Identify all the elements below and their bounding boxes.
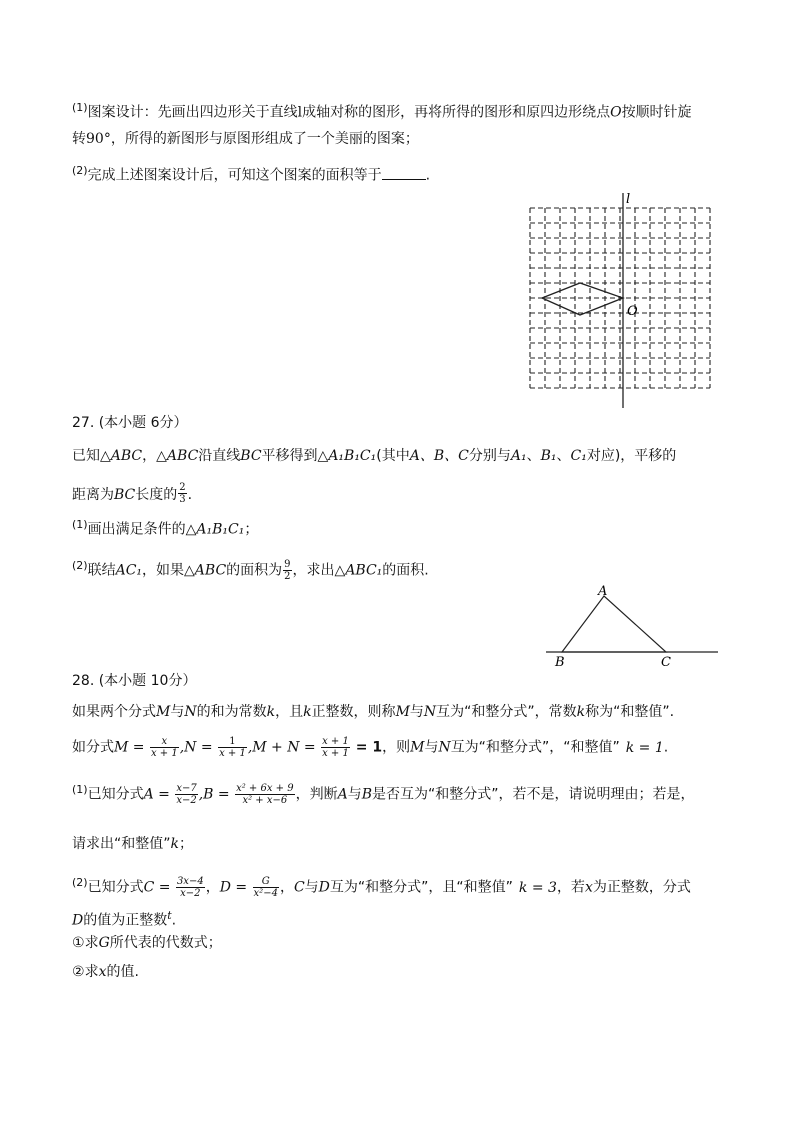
q27-statement-line1: 已知△ABC，△ABC沿直线BC平移得到△A₁B₁C₁(其中A、B、C分别与A₁、B₁、C₁对应)，平移的 <box>72 448 677 464</box>
label-A: A <box>598 584 608 599</box>
q28-part1-line2: 请求出“和整值”k； <box>72 836 193 852</box>
q28-part2-line1: $^{(2)}$已知分式C = $\frac{3x-4}{x-2}$ ，D = $\frac{G}{\text{x²−4}}$ ，C与D互为“和整分式”，且“和整值” k = 3，若x为正整数，分式 <box>72 876 691 900</box>
q27-header: 27. (本小题 6分） <box>72 415 188 431</box>
answer-blank <box>382 167 426 180</box>
label-C: C <box>661 655 671 670</box>
part-number: (1) <box>72 101 88 114</box>
fraction-nine-halves: $\frac{9}{2}$ <box>284 559 291 583</box>
q28-subquestion-2: ②求x的值. <box>72 964 139 980</box>
q27-part2: $^{(2)}$联结AC₁，如果△ABC的面积为 $\frac{9}{2}$ ，求出△ABC₁的面积. <box>72 559 429 583</box>
q28-example: 如分式M = $\frac{x}{x + 1}$ ,N = $\frac{1}{x + 1}$ ,M + N = $\frac{x + 1}{x + 1}$ = 1，则M与N互为“和整分式”，“和整值” k = 1. <box>72 736 669 759</box>
label-O: O <box>627 304 638 319</box>
q28-part2-line2: D的值为正整数$^t$. <box>72 909 177 929</box>
grid-figure <box>520 188 730 410</box>
label-B: B <box>555 655 565 670</box>
label-l: l <box>626 192 631 207</box>
q28-subquestion-1: ①求G所代表的代数式； <box>72 935 222 951</box>
q28-part1-line1: $^{(1)}$已知分式A = $\frac{x-7}{x-2}$ ,B = $\frac{\text{x² + 6x + 9}}{\text{x² + x−6}}$ ，判断A与B是否互为“和整分式”，若不是，请说明理由；若是， <box>72 783 695 807</box>
triangle-figure <box>540 582 725 674</box>
q26-part1-line1: $^{(1)}$图案设计：先画出四边形关于直线l成轴对称的图形，再将所得的图形和原四边形绕点O按顺时针旋 <box>72 101 692 121</box>
q27-part1: $^{(1)}$画出满足条件的△A₁B₁C₁； <box>72 518 259 538</box>
q26-part2: $^{(2)}$完成上述图案设计后，可知这个图案的面积等于 . <box>72 164 431 184</box>
q26-part1-line2: 转90°，所得的新图形与原图形组成了一个美丽的图案； <box>72 131 419 147</box>
q28-header: 28. (本小题 10分） <box>72 673 197 689</box>
q28-definition: 如果两个分式M与N的和为常数k，且k正整数，则称M与N互为“和整分式”，常数k称为“和整值”. <box>72 704 675 720</box>
quadrilateral <box>542 283 623 315</box>
fraction-two-thirds: $\frac{2}{3}$ <box>179 482 186 505</box>
triangle-ABC <box>562 596 666 652</box>
q27-statement-line2: 距离为BC长度的 $\frac{2}{3}$ . <box>72 482 193 505</box>
